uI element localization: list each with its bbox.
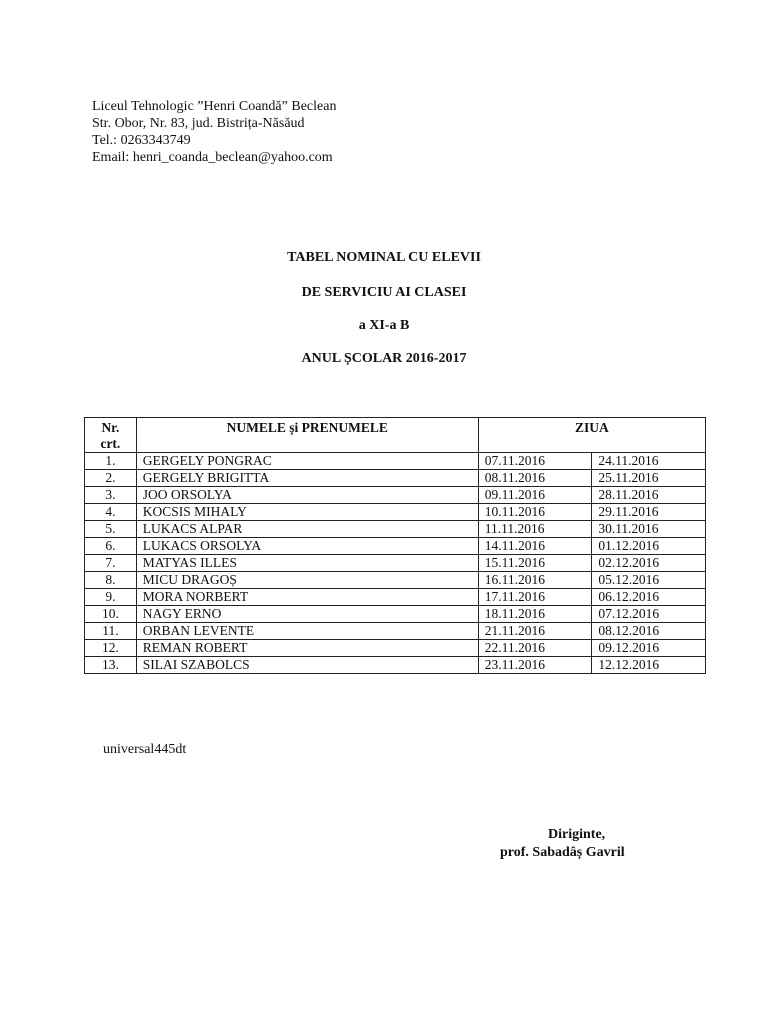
duty-date-2: 09.12.2016 xyxy=(592,640,706,657)
table-body xyxy=(85,453,706,674)
student-name: MICU DRAGOȘ xyxy=(136,572,478,589)
duty-date-2: 05.12.2016 xyxy=(592,572,706,589)
school-name: Liceul Tehnologic ”Henri Coandă” Beclean xyxy=(92,99,337,114)
document-title-class: a XI-a B xyxy=(358,318,410,333)
duty-date-1: 08.11.2016 xyxy=(478,470,592,487)
student-name: REMAN ROBERT xyxy=(136,640,478,657)
row-number: 3. xyxy=(85,487,137,504)
table-row xyxy=(85,606,706,623)
table-row xyxy=(85,623,706,640)
duty-date-2: 08.12.2016 xyxy=(592,623,706,640)
duty-date-1: 14.11.2016 xyxy=(478,538,592,555)
duty-roster-table xyxy=(84,417,706,674)
table-row xyxy=(85,487,706,504)
row-number: 11. xyxy=(85,623,137,640)
column-header-nr: Nr. crt. xyxy=(85,418,137,453)
row-number: 13. xyxy=(85,657,137,674)
duty-date-2: 12.12.2016 xyxy=(592,657,706,674)
column-header-name: NUMELE și PRENUMELE xyxy=(136,418,478,453)
row-number: 9. xyxy=(85,589,137,606)
student-name: KOCSIS MIHALY xyxy=(136,504,478,521)
school-address: Str. Obor, Nr. 83, jud. Bistrița-Năsăud xyxy=(92,116,305,131)
document-title-year: ANUL ȘCOLAR 2016-2017 xyxy=(301,351,467,366)
student-name: JOO ORSOLYA xyxy=(136,487,478,504)
duty-date-1: 21.11.2016 xyxy=(478,623,592,640)
duty-date-1: 17.11.2016 xyxy=(478,589,592,606)
document-title-line1: TABEL NOMINAL CU ELEVII xyxy=(287,250,481,265)
duty-date-1: 10.11.2016 xyxy=(478,504,592,521)
duty-date-2: 29.11.2016 xyxy=(592,504,706,521)
row-number: 12. xyxy=(85,640,137,657)
student-name: MORA NORBERT xyxy=(136,589,478,606)
student-name: NAGY ERNO xyxy=(136,606,478,623)
table-row xyxy=(85,521,706,538)
signature-name: prof. Sabadâș Gavril xyxy=(500,845,625,860)
student-name: GERGELY PONGRAC xyxy=(136,453,478,470)
row-number: 6. xyxy=(85,538,137,555)
table-row xyxy=(85,640,706,657)
table-row xyxy=(85,504,706,521)
note-text: universal445dt xyxy=(103,742,187,757)
row-number: 8. xyxy=(85,572,137,589)
row-number: 4. xyxy=(85,504,137,521)
school-phone: Tel.: 0263343749 xyxy=(92,133,191,148)
duty-date-1: 07.11.2016 xyxy=(478,453,592,470)
table-row xyxy=(85,470,706,487)
duty-date-2: 07.12.2016 xyxy=(592,606,706,623)
duty-date-2: 28.11.2016 xyxy=(592,487,706,504)
table-row xyxy=(85,538,706,555)
student-name: ORBAN LEVENTE xyxy=(136,623,478,640)
table-row xyxy=(85,555,706,572)
row-number: 7. xyxy=(85,555,137,572)
duty-date-2: 25.11.2016 xyxy=(592,470,706,487)
student-name: SILAI SZABOLCS xyxy=(136,657,478,674)
school-email: Email: henri_coanda_beclean@yahoo.com xyxy=(92,150,333,165)
table-row xyxy=(85,657,706,674)
duty-date-1: 23.11.2016 xyxy=(478,657,592,674)
duty-date-1: 18.11.2016 xyxy=(478,606,592,623)
table-row xyxy=(85,453,706,470)
row-number: 10. xyxy=(85,606,137,623)
duty-date-2: 01.12.2016 xyxy=(592,538,706,555)
duty-date-2: 02.12.2016 xyxy=(592,555,706,572)
row-number: 2. xyxy=(85,470,137,487)
column-header-day: ZIUA xyxy=(478,418,705,453)
student-name: LUKACS ORSOLYA xyxy=(136,538,478,555)
duty-date-1: 22.11.2016 xyxy=(478,640,592,657)
school-header xyxy=(92,98,336,166)
document-title-line2: DE SERVICIU AI CLASEI xyxy=(301,285,467,300)
table-row xyxy=(85,572,706,589)
row-number: 1. xyxy=(85,453,137,470)
duty-date-2: 30.11.2016 xyxy=(592,521,706,538)
signature-block xyxy=(500,826,625,862)
duty-date-2: 06.12.2016 xyxy=(592,589,706,606)
table-row xyxy=(85,589,706,606)
duty-date-2: 24.11.2016 xyxy=(592,453,706,470)
student-name: MATYAS ILLES xyxy=(136,555,478,572)
duty-date-1: 11.11.2016 xyxy=(478,521,592,538)
duty-date-1: 15.11.2016 xyxy=(478,555,592,572)
signature-role: Diriginte, xyxy=(548,827,606,842)
student-name: LUKACS ALPAR xyxy=(136,521,478,538)
table-header-row xyxy=(85,418,706,453)
duty-date-1: 09.11.2016 xyxy=(478,487,592,504)
duty-date-1: 16.11.2016 xyxy=(478,572,592,589)
row-number: 5. xyxy=(85,521,137,538)
student-name: GERGELY BRIGITTA xyxy=(136,470,478,487)
